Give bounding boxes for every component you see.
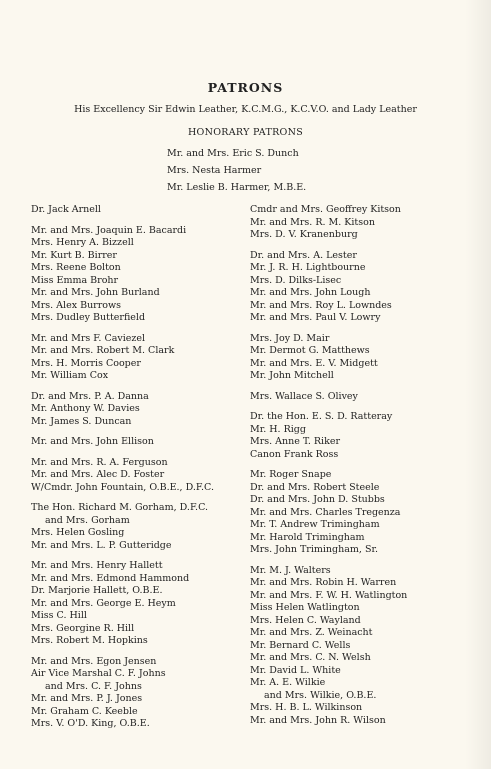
patron-name: Mr. and Mrs. Robert M. Clark [31, 345, 175, 356]
patron-name: Mr. and Mrs. John Burland [31, 287, 160, 298]
patron-name: and Mrs. Wilkie, O.B.E. [264, 689, 377, 701]
patron-name: Cmdr and Mrs. Geoffrey Kitson [250, 204, 401, 215]
patron-name: Mr. Dermot G. Matthews [250, 345, 370, 356]
patron-name: Mrs. D. V. Kranenburg [250, 229, 358, 240]
patron-name: Dr. Marjorie Hallett, O.B.E. [31, 585, 163, 596]
patron-name: Mrs. Robert M. Hopkins [31, 635, 148, 646]
patron-name: Mr. David L. White [250, 664, 341, 676]
patron-group [31, 391, 246, 429]
patron-name: Mr. and Mrs. E. V. Midgett [250, 357, 378, 369]
patron-name: Dr. Jack Arnell [31, 204, 101, 215]
patron-group [250, 469, 475, 557]
patron-name: Mrs. John Trimingham, Sr. [250, 544, 378, 555]
patron-name: Mr. Kurt B. Birrer [31, 249, 117, 261]
patron-group [250, 565, 475, 728]
patron-group [31, 656, 246, 731]
patron-name: Mrs. Anne T. Riker [250, 436, 341, 447]
patron-name: Mr. Anthony W. Davies [31, 403, 140, 414]
governor-line: His Excellency Sir Edwin Leather, K.C.M.G., K.C.V.O. and Lady Leather [74, 104, 417, 115]
patron-name: Mr. A. E. Wilkie [250, 677, 326, 688]
patron-group [31, 457, 246, 495]
patron-name: and Mrs. C. F. Johns [45, 680, 142, 692]
patron-name: Mr. and Mrs. Henry Hallett [31, 560, 163, 571]
patron-group [250, 411, 475, 461]
patron-group [31, 436, 246, 449]
patron-name: W/Cmdr. John Fountain, O.B.E., D.F.C. [31, 481, 214, 493]
patron-name: The Hon. Richard M. Gorham, D.F.C. [31, 502, 209, 513]
patron-name: Mr. Harold Trimingham [250, 531, 365, 543]
patron-name: Mr. and Mrs. John Lough [250, 287, 371, 298]
patron-name: Mrs. Helen C. Wayland [250, 614, 361, 626]
patron-name: Mr. M. J. Walters [250, 564, 331, 576]
patron-name: Mr. William Cox [31, 370, 109, 381]
patron-name: Miss C. Hill [31, 610, 87, 621]
patron-name: Mr. and Mrs. L. P. Gutteridge [31, 539, 172, 551]
patron-group [31, 560, 246, 648]
patron-name: Mr. and Mrs. Z. Weinacht [250, 627, 373, 638]
patron-name: Miss Helen Watlington [250, 602, 360, 613]
patron-name: Mr. J. R. H. Lightbourne [250, 262, 366, 273]
patron-name: Mr. and Mrs. R. M. Kitson [250, 216, 375, 228]
patron-name: Canon Frank Ross [250, 448, 339, 460]
patron-name: Mr. and Mrs. F. W. H. Watlington [250, 589, 408, 601]
patron-name: Dr. and Mrs. A. Lester [250, 249, 357, 261]
patron-name: Mr. Graham C. Keeble [31, 705, 138, 717]
patron-name: and Mrs. Gorham [45, 514, 130, 526]
patron-name: Air Vice Marshal C. F. Johns [31, 668, 166, 679]
patron-name: Mrs. Helen Gosling [31, 527, 125, 538]
patron-name: Mrs. D. Dilks-Lisec [250, 274, 342, 286]
patron-name: Dr. the Hon. E. S. D. Ratteray [250, 411, 393, 422]
patron-group [31, 333, 246, 383]
patron-group [31, 204, 246, 217]
patron-name: Mr. and Mrs. R. A. Ferguson [31, 456, 168, 468]
patron-name: Dr. and Mrs. John D. Stubbs [250, 494, 385, 505]
patrons-left-column [31, 204, 246, 739]
patron-name: Mr. and Mrs. Paul V. Lowry [250, 312, 381, 323]
honorary-patron: Mr. and Mrs. Eric S. Dunch [167, 148, 299, 159]
patron-name: Mr. and Mrs. George E. Heym [31, 597, 176, 609]
patron-name: Mr. James S. Duncan [31, 415, 132, 427]
patron-name: Mr. and Mrs. Edmond Hammond [31, 572, 190, 584]
patron-name: Mrs. Georgine R. Hill [31, 622, 135, 634]
honorary-patron: Mr. Leslie B. Harmer, M.B.E. [167, 182, 307, 193]
honorary-patrons-list [167, 145, 467, 196]
patron-name: Mr. H. Rigg [250, 423, 306, 435]
patron-group [31, 502, 246, 552]
patron-name: Mr. and Mrs. Roy L. Lowndes [250, 299, 392, 311]
patron-name: Mr. John Mitchell [250, 370, 334, 381]
patron-group [250, 391, 475, 404]
patron-name: Mrs. Henry A. Bizzell [31, 237, 134, 248]
patron-name: Mr. and Mrs. John Ellison [31, 436, 154, 447]
honorary-patron: Mrs. Nesta Harmer [167, 165, 262, 176]
patron-name: Mr. and Mrs. P. J. Jones [31, 693, 143, 704]
patron-name: Mrs. Joy D. Mair [250, 332, 330, 344]
patron-name: Dr. and Mrs. Robert Steele [250, 481, 380, 493]
patron-name: Mr. Roger Snape [250, 469, 332, 480]
patron-name: Mr. and Mrs. Charles Tregenza [250, 506, 401, 518]
patron-name: Mr. and Mrs F. Caviezel [31, 332, 146, 344]
patron-name: Mr. and Mrs. Alec D. Foster [31, 469, 165, 480]
patron-name: Mrs. Dudley Butterfield [31, 312, 146, 323]
patron-name: Mrs. Alex Burrows [31, 299, 121, 311]
patron-name: Mrs. H. B. L. Wilkinson [250, 702, 363, 713]
patron-name: Mrs. Wallace S. Olivey [250, 390, 358, 402]
patron-name: Mr. and Mrs. Egon Jensen [31, 655, 157, 667]
patron-group [250, 250, 475, 325]
patron-name: Mr. Bernard C. Wells [250, 639, 351, 651]
patron-group [250, 204, 475, 242]
patron-name: Mr. and Mrs. Robin H. Warren [250, 577, 397, 588]
patron-name: Dr. and Mrs. P. A. Danna [31, 390, 149, 402]
patron-name: Mr. and Mrs. John R. Wilson [250, 714, 386, 726]
patrons-right-column [250, 204, 475, 735]
patrons-heading: PATRONS [207, 80, 284, 95]
patron-name: Mr. T. Andrew Trimingham [250, 519, 380, 530]
patron-name: Mr. and Mrs. C. N. Welsh [250, 652, 371, 663]
patron-name: Mrs. H. Morris Cooper [31, 357, 141, 369]
patron-group [250, 333, 475, 383]
honorary-patrons-heading: HONORARY PATRONS [187, 127, 304, 138]
patron-name: Mrs. Reene Bolton [31, 262, 121, 273]
patron-name: Mrs. V. O'D. King, O.B.E. [31, 718, 150, 729]
patron-name: Miss Emma Brohr [31, 274, 119, 286]
patron-name: Mr. and Mrs. Joaquin E. Bacardi [31, 224, 187, 236]
patron-group [31, 225, 246, 325]
